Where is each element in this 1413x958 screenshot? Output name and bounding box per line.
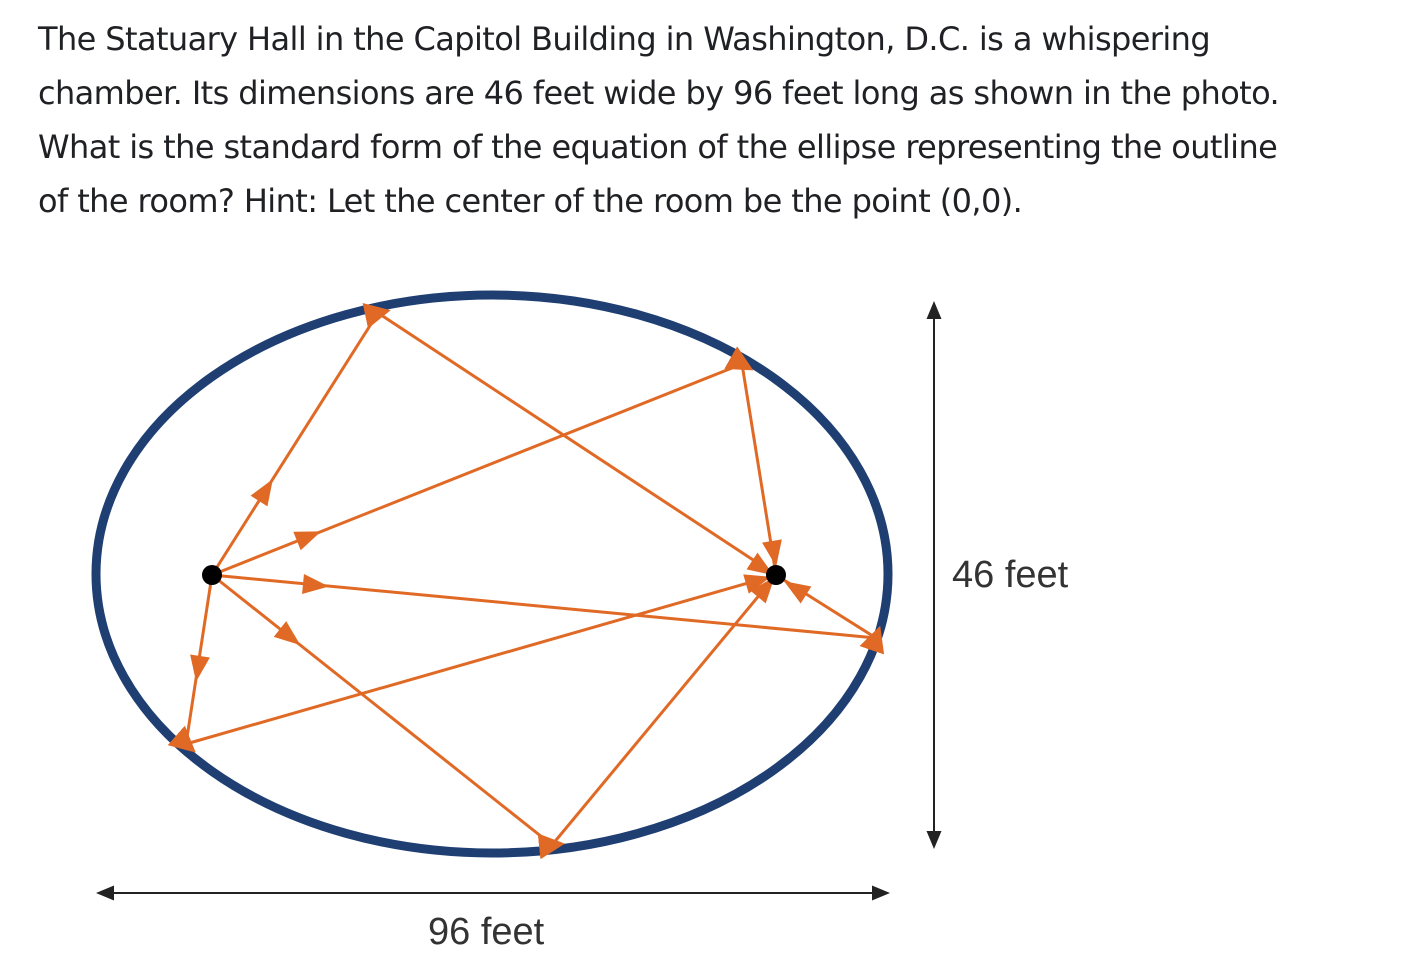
ray-path-bottom	[212, 575, 776, 845]
ray-arrowhead	[274, 621, 307, 653]
ray-arrowhead	[251, 474, 282, 507]
ray-arrowheads	[186, 474, 811, 684]
focus-point-left	[202, 565, 222, 585]
ray-arrowhead	[293, 522, 325, 550]
width-label: 96 feet	[428, 911, 545, 953]
focus-point-right	[766, 565, 786, 585]
question-line-2: chamber. Its dimensions are 46 feet wide by 96 feet long as shown in the photo.	[38, 74, 1280, 112]
question-line-1: The Statuary Hall in the Capitol Building in Washington, D.C. is a whispering	[38, 20, 1211, 58]
width-dimension	[99, 893, 887, 953]
question-line-3: What is the standard form of the equation of the ellipse representing the outline	[38, 128, 1278, 166]
ray-path-upper-right	[212, 364, 776, 575]
question-line-4: of the room? Hint: Let the center of the room be the point (0,0).	[38, 182, 1023, 220]
height-label: 46 feet	[952, 554, 1069, 596]
ray-arrowhead	[302, 574, 330, 596]
ray-arrowhead	[186, 654, 210, 683]
height-dimension	[934, 304, 1069, 846]
